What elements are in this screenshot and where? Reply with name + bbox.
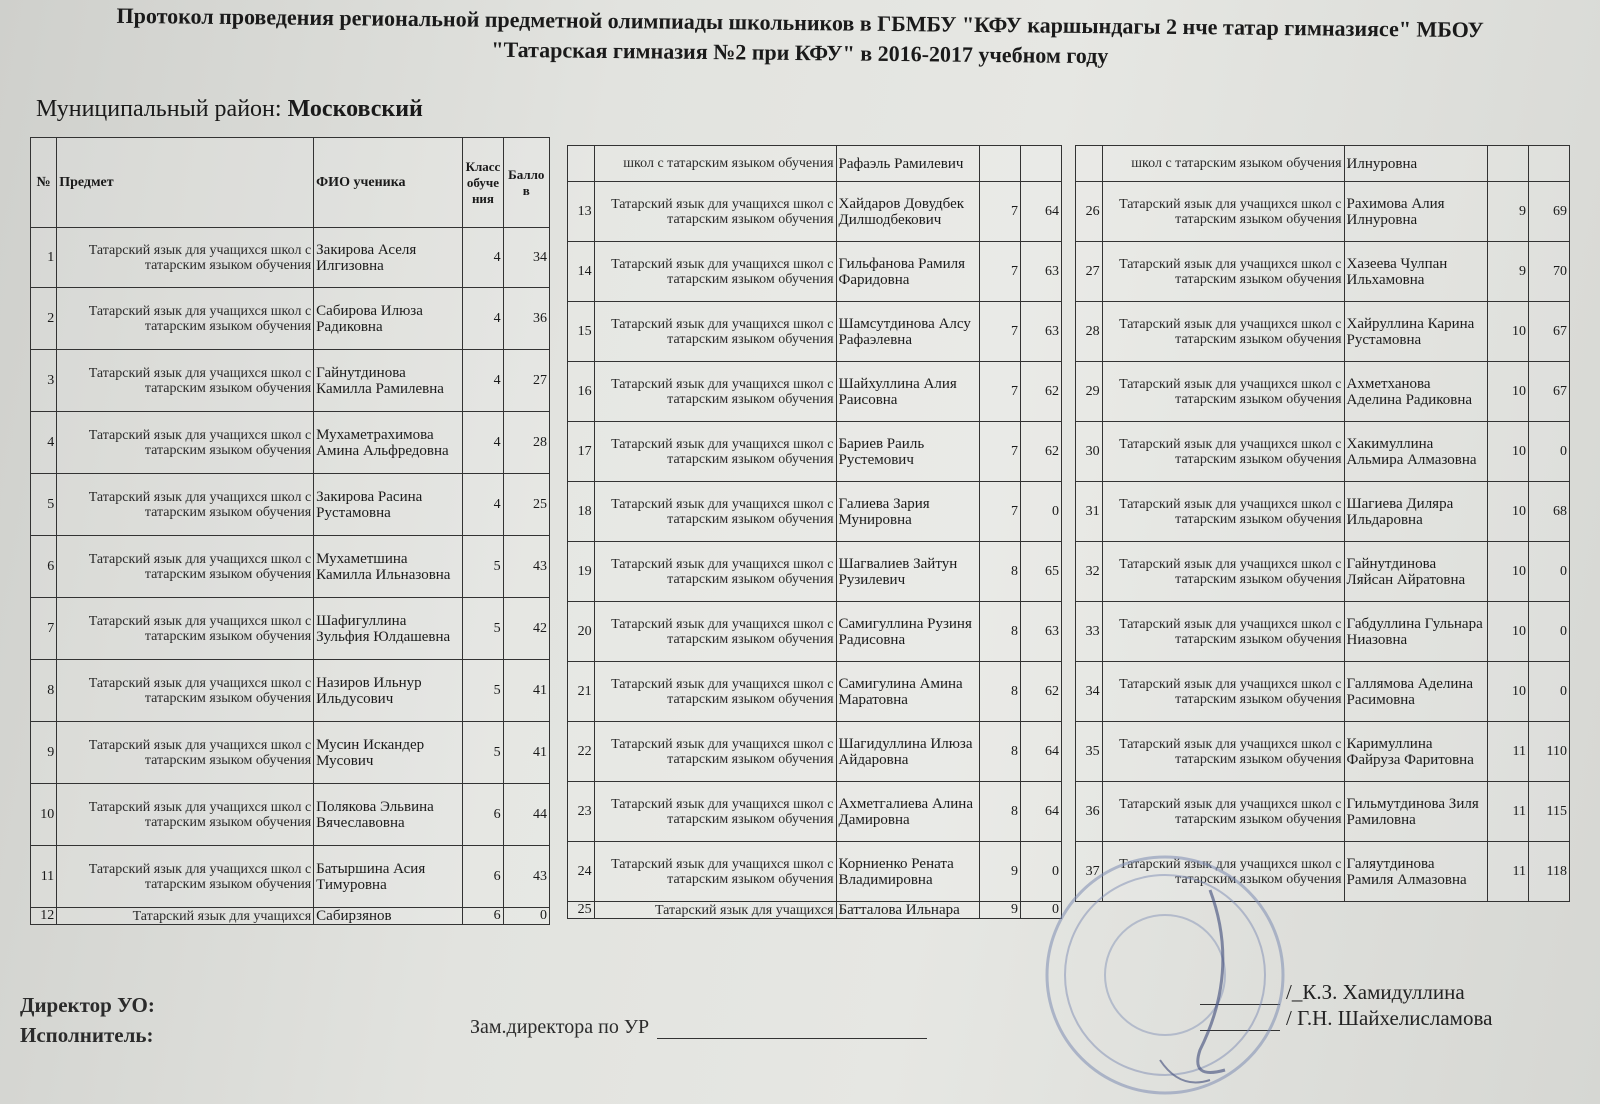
subject-cell: Татарский язык для учащихся школ с татарским языком обучения	[594, 662, 836, 722]
district-value: Московский	[287, 96, 423, 122]
document-title: Протокол проведения региональной предметной олимпиады школьников в ГБМБУ "КФУ каршындагы 2 нче татар гимназиясе" МБОУ "Татарская гимназия №2 при КФУ" в 2016-2017 учебном году	[116, 2, 1484, 69]
class-cell: 10	[1488, 482, 1529, 542]
executor-label: Исполнитель:	[20, 1023, 154, 1047]
num-cell: 15	[568, 302, 595, 362]
table-row	[31, 598, 550, 660]
subject-cell: Татарский язык для учащихся школ с татарским языком обучения	[594, 422, 836, 482]
fio-cell: Мусин Искандер Мусович	[314, 722, 463, 784]
subject-cell: Татарский язык для учащихся школ с татарским языком обучения	[1102, 722, 1344, 782]
fio-cell: Корниенко Рената Владимировна	[836, 842, 979, 902]
table-row	[1076, 182, 1570, 242]
subject-cell: Татарский язык для учащихся школ с татарским языком обучения	[594, 302, 836, 362]
table-row	[568, 722, 1062, 782]
subject-cell: Татарский язык для учащихся школ с татарским языком обучения	[594, 362, 836, 422]
num-cell: 3	[31, 350, 57, 412]
subject-cell: школ с татарским языком обучения	[594, 146, 836, 182]
subject-cell: Татарский язык для учащихся школ с татарским языком обучения	[594, 242, 836, 302]
fio-cell: Шагидуллина Илюза Айдаровна	[836, 722, 979, 782]
score-cell: 0	[1528, 542, 1569, 602]
subject-cell: Татарский язык для учащихся школ с татарским языком обучения	[1102, 362, 1344, 422]
score-cell: 0	[1528, 422, 1569, 482]
num-cell: 10	[31, 784, 57, 846]
score-cell: 34	[503, 228, 549, 288]
fio-cell: Гайнутдинова Камилла Рамилевна	[314, 350, 463, 412]
num-cell: 2	[31, 288, 57, 350]
fio-cell: Ахметханова Аделина Радиковна	[1344, 362, 1487, 422]
table-row	[31, 228, 550, 288]
num-cell: 31	[1076, 482, 1103, 542]
class-cell: 7	[980, 302, 1021, 362]
table-row	[31, 474, 550, 536]
score-cell: 41	[503, 722, 549, 784]
table-row	[568, 842, 1062, 902]
class-cell: 11	[1488, 722, 1529, 782]
signature-1-name: /_К.З. Хамидуллина	[1286, 980, 1465, 1004]
num-cell: 9	[31, 722, 57, 784]
score-cell: 64	[1020, 722, 1061, 782]
score-cell: 62	[1020, 662, 1061, 722]
num-cell: 12	[31, 908, 57, 925]
results-table-2	[567, 145, 1062, 919]
class-cell: 10	[1488, 542, 1529, 602]
class-cell: 9	[1488, 182, 1529, 242]
num-cell: 11	[31, 846, 57, 908]
score-cell: 62	[1020, 422, 1061, 482]
subject-cell: Татарский язык для учащихся школ с татарским языком обучения	[1102, 542, 1344, 602]
class-cell: 8	[980, 782, 1021, 842]
table-row	[31, 908, 550, 925]
num-cell: 6	[31, 536, 57, 598]
num-cell: 16	[568, 362, 595, 422]
fio-cell: Галяутдинова Рамиля Алмазовна	[1344, 842, 1487, 902]
subject-cell: Татарский язык для учащихся школ с татарским языком обучения	[1102, 662, 1344, 722]
fio-cell: Рахимова Алия Илнуровна	[1344, 182, 1487, 242]
table-row	[568, 542, 1062, 602]
num-cell: 8	[31, 660, 57, 722]
num-cell: 27	[1076, 242, 1103, 302]
fio-cell: Хакимуллина Альмира Алмазовна	[1344, 422, 1487, 482]
class-cell: 5	[463, 536, 503, 598]
score-cell: 115	[1528, 782, 1569, 842]
score-cell: 70	[1528, 242, 1569, 302]
score-cell: 43	[503, 846, 549, 908]
fio-cell: Хайдаров Довудбек Дилшодбекович	[836, 182, 979, 242]
results-table-1	[30, 137, 550, 925]
class-cell: 5	[463, 598, 503, 660]
num-cell: 35	[1076, 722, 1103, 782]
table-row	[1076, 362, 1570, 422]
table-row	[1076, 302, 1570, 362]
score-cell: 64	[1020, 182, 1061, 242]
class-cell: 10	[1488, 662, 1529, 722]
table-row	[1076, 542, 1570, 602]
subject-cell: Татарский язык для учащихся школ с татарским языком обучения	[594, 482, 836, 542]
table-row	[568, 902, 1062, 919]
num-cell: 33	[1076, 602, 1103, 662]
fio-cell: Галиева Зария Мунировна	[836, 482, 979, 542]
num-cell: 14	[568, 242, 595, 302]
subject-cell: Татарский язык для учащихся школ с татарским языком обучения	[1102, 842, 1344, 902]
subject-cell: Татарский язык для учащихся школ с татарским языком обучения	[1102, 182, 1344, 242]
score-cell: 110	[1528, 722, 1569, 782]
score-cell: 0	[1020, 902, 1061, 919]
class-cell: 11	[1488, 842, 1529, 902]
fio-cell: Полякова Эльвина Вячеславовна	[314, 784, 463, 846]
class-cell: 4	[463, 288, 503, 350]
fio-cell: Шагиева Диляра Ильдаровна	[1344, 482, 1487, 542]
num-cell: 7	[31, 598, 57, 660]
score-cell: 67	[1528, 302, 1569, 362]
subject-cell: Татарский язык для учащихся школ с татарским языком обучения	[1102, 242, 1344, 302]
class-cell: 10	[1488, 602, 1529, 662]
num-cell: 22	[568, 722, 595, 782]
subject-cell: Татарский язык для учащихся школ с татарским языком обучения	[1102, 482, 1344, 542]
class-cell: 8	[980, 662, 1021, 722]
score-cell: 67	[1528, 362, 1569, 422]
class-cell: 7	[980, 182, 1021, 242]
num-cell: 30	[1076, 422, 1103, 482]
score-cell: 64	[1020, 782, 1061, 842]
signature-2-name: / Г.Н. Шайхелисламова	[1286, 1006, 1493, 1030]
subject-cell: школ с татарским языком обучения	[1102, 146, 1344, 182]
table-row	[568, 602, 1062, 662]
num-cell: 19	[568, 542, 595, 602]
header-score: Баллов	[503, 138, 549, 228]
fio-cell: Габдуллина Гульнара Ниазовна	[1344, 602, 1487, 662]
director-label: Директор УО:	[20, 993, 155, 1017]
fio-cell: Самигуллина Рузиня Радисовна	[836, 602, 979, 662]
subject-cell: Татарский язык для учащихся школ с татарским языком обучения	[57, 350, 314, 412]
fio-cell: Галлямова Аделина Расимовна	[1344, 662, 1487, 722]
subject-cell: Татарский язык для учащихся школ с татарским языком обучения	[594, 182, 836, 242]
num-cell: 13	[568, 182, 595, 242]
subject-cell: Татарский язык для учащихся	[594, 902, 836, 919]
table-row	[1076, 422, 1570, 482]
score-cell: 0	[1020, 482, 1061, 542]
num-cell: 1	[31, 228, 57, 288]
class-cell: 4	[463, 228, 503, 288]
deputy-label: Зам.директора по УР	[470, 1016, 650, 1038]
table-row	[568, 242, 1062, 302]
num-cell: 26	[1076, 182, 1103, 242]
class-cell: 7	[980, 422, 1021, 482]
num-cell: 20	[568, 602, 595, 662]
district-label: Муниципальный район:	[36, 96, 282, 122]
subject-cell: Татарский язык для учащихся школ с татарским языком обучения	[1102, 602, 1344, 662]
table-row	[1076, 602, 1570, 662]
num-cell: 21	[568, 662, 595, 722]
num-cell: 5	[31, 474, 57, 536]
fio-cell: Мухаметрахимова Амина Альфредовна	[314, 412, 463, 474]
subject-cell: Татарский язык для учащихся школ с татарским языком обучения	[57, 474, 314, 536]
fio-cell: Каримуллина Файруза Фаритовна	[1344, 722, 1487, 782]
fio-cell: Мухаметшина Камилла Ильназовна	[314, 536, 463, 598]
fio-cell: Илнуровна	[1344, 146, 1487, 182]
table-row	[1076, 242, 1570, 302]
deputy-signature-line	[657, 1020, 927, 1039]
fio-cell: Сабирова Илюза Радиковна	[314, 288, 463, 350]
subject-cell: Татарский язык для учащихся школ с татарским языком обучения	[594, 782, 836, 842]
table-row	[568, 146, 1062, 182]
num-cell: 37	[1076, 842, 1103, 902]
score-cell: 62	[1020, 362, 1061, 422]
subject-cell: Татарский язык для учащихся школ с татарским языком обучения	[594, 602, 836, 662]
subject-cell: Татарский язык для учащихся школ с татарским языком обучения	[1102, 302, 1344, 362]
table-row	[31, 846, 550, 908]
class-cell: 8	[980, 602, 1021, 662]
score-cell: 41	[503, 660, 549, 722]
fio-cell: Шамсутдинова Алсу Рафаэлевна	[836, 302, 979, 362]
table-row	[568, 482, 1062, 542]
results-table-3	[1075, 145, 1570, 902]
district-line	[36, 96, 423, 123]
subject-cell: Татарский язык для учащихся школ с татарским языком обучения	[1102, 422, 1344, 482]
class-cell: 10	[1488, 362, 1529, 422]
class-cell: 5	[463, 722, 503, 784]
score-cell: 28	[503, 412, 549, 474]
class-cell: 4	[463, 412, 503, 474]
class-cell: 6	[463, 908, 503, 925]
deputy-line	[470, 1016, 927, 1039]
fio-cell: Назиров Ильнур Ильдусович	[314, 660, 463, 722]
class-cell: 7	[980, 362, 1021, 422]
table-row	[31, 784, 550, 846]
fio-cell: Гайнутдинова Ляйсан Айратовна	[1344, 542, 1487, 602]
subject-cell: Татарский язык для учащихся школ с татарским языком обучения	[57, 660, 314, 722]
table-row	[31, 288, 550, 350]
score-cell: 36	[503, 288, 549, 350]
subject-cell: Татарский язык для учащихся школ с татарским языком обучения	[57, 846, 314, 908]
fio-cell: Гильфанова Рамиля Фаридовна	[836, 242, 979, 302]
score-cell: 27	[503, 350, 549, 412]
table-row	[568, 782, 1062, 842]
fio-cell: Хазеева Чулпан Ильхамовна	[1344, 242, 1487, 302]
score-cell: 0	[1528, 602, 1569, 662]
class-cell: 9	[1488, 242, 1529, 302]
subject-cell: Татарский язык для учащихся школ с татарским языком обучения	[57, 536, 314, 598]
fio-cell: Ахметгалиева Алина Дамировна	[836, 782, 979, 842]
subject-cell: Татарский язык для учащихся школ с татарским языком обучения	[57, 412, 314, 474]
num-cell: 18	[568, 482, 595, 542]
header-class: Класс обучения	[463, 138, 503, 228]
table-row	[31, 536, 550, 598]
score-cell: 69	[1528, 182, 1569, 242]
table-row	[568, 662, 1062, 722]
fio-cell: Шайхуллина Алия Раисовна	[836, 362, 979, 422]
num-cell: 4	[31, 412, 57, 474]
score-cell: 118	[1528, 842, 1569, 902]
header-fio: ФИО ученика	[314, 138, 463, 228]
score-cell: 25	[503, 474, 549, 536]
table-row	[1076, 782, 1570, 842]
class-cell: 4	[463, 474, 503, 536]
fio-cell: Рафаэль Рамилевич	[836, 146, 979, 182]
fio-cell: Сабирзянов	[314, 908, 463, 925]
score-cell: 44	[503, 784, 549, 846]
score-cell: 0	[503, 908, 549, 925]
footer-left	[20, 990, 155, 1050]
num-cell: 25	[568, 902, 595, 919]
score-cell: 65	[1020, 542, 1061, 602]
table-row	[568, 182, 1062, 242]
num-cell: 23	[568, 782, 595, 842]
table-row	[1076, 146, 1570, 182]
score-cell: 68	[1528, 482, 1569, 542]
fio-cell: Шафигуллина Зульфия Юлдашевна	[314, 598, 463, 660]
class-cell: 6	[463, 784, 503, 846]
table-row	[31, 722, 550, 784]
num-cell: 32	[1076, 542, 1103, 602]
num-cell: 29	[1076, 362, 1103, 422]
header-num: №	[31, 138, 57, 228]
class-cell: 10	[1488, 422, 1529, 482]
num-cell: 36	[1076, 782, 1103, 842]
fio-cell: Шагвалиев Зайтун Рузилевич	[836, 542, 979, 602]
subject-cell: Татарский язык для учащихся школ с татарским языком обучения	[594, 722, 836, 782]
subject-cell: Татарский язык для учащихся школ с татарским языком обучения	[594, 542, 836, 602]
fio-cell: Хайруллина Карина Рустамовна	[1344, 302, 1487, 362]
table-row	[1076, 662, 1570, 722]
subject-cell: Татарский язык для учащихся школ с татарским языком обучения	[57, 722, 314, 784]
score-cell: 0	[1020, 842, 1061, 902]
subject-cell: Татарский язык для учащихся школ с татарским языком обучения	[57, 598, 314, 660]
subject-cell: Татарский язык для учащихся	[57, 908, 314, 925]
class-cell: 7	[980, 242, 1021, 302]
score-cell: 42	[503, 598, 549, 660]
subject-cell: Татарский язык для учащихся школ с татарским языком обучения	[57, 228, 314, 288]
subject-cell: Татарский язык для учащихся школ с татарским языком обучения	[57, 288, 314, 350]
class-cell: 5	[463, 660, 503, 722]
fio-cell: Батталова Ильнара	[836, 902, 979, 919]
score-cell: 63	[1020, 302, 1061, 362]
subject-cell: Татарский язык для учащихся школ с татарским языком обучения	[57, 784, 314, 846]
table-row	[31, 412, 550, 474]
fio-cell: Гильмутдинова Зиля Рамиловна	[1344, 782, 1487, 842]
fio-cell: Закирова Расина Рустамовна	[314, 474, 463, 536]
table-row	[568, 422, 1062, 482]
score-cell: 63	[1020, 242, 1061, 302]
header-subject: Предмет	[57, 138, 314, 228]
fio-cell: Закирова Аселя Илгизовна	[314, 228, 463, 288]
num-cell: 24	[568, 842, 595, 902]
num-cell: 17	[568, 422, 595, 482]
class-cell: 8	[980, 722, 1021, 782]
table-row	[1076, 482, 1570, 542]
num-cell: 34	[1076, 662, 1103, 722]
table-row	[31, 660, 550, 722]
class-cell: 6	[463, 846, 503, 908]
score-cell: 43	[503, 536, 549, 598]
official-stamp-icon	[1040, 850, 1290, 1100]
table-header-row	[31, 138, 550, 228]
fio-cell: Бариев Раиль Рустемович	[836, 422, 979, 482]
fio-cell: Батыршина Асия Тимуровна	[314, 846, 463, 908]
class-cell: 9	[980, 842, 1021, 902]
class-cell: 9	[980, 902, 1021, 919]
table-row	[568, 362, 1062, 422]
num-cell: 28	[1076, 302, 1103, 362]
class-cell: 11	[1488, 782, 1529, 842]
class-cell: 4	[463, 350, 503, 412]
class-cell: 10	[1488, 302, 1529, 362]
table-row	[1076, 722, 1570, 782]
subject-cell: Татарский язык для учащихся школ с татарским языком обучения	[1102, 782, 1344, 842]
table-row	[31, 350, 550, 412]
score-cell: 63	[1020, 602, 1061, 662]
subject-cell: Татарский язык для учащихся школ с татарским языком обучения	[594, 842, 836, 902]
score-cell: 0	[1528, 662, 1569, 722]
class-cell: 8	[980, 542, 1021, 602]
class-cell: 7	[980, 482, 1021, 542]
fio-cell: Самигулина Амина Маратовна	[836, 662, 979, 722]
table-row	[568, 302, 1062, 362]
